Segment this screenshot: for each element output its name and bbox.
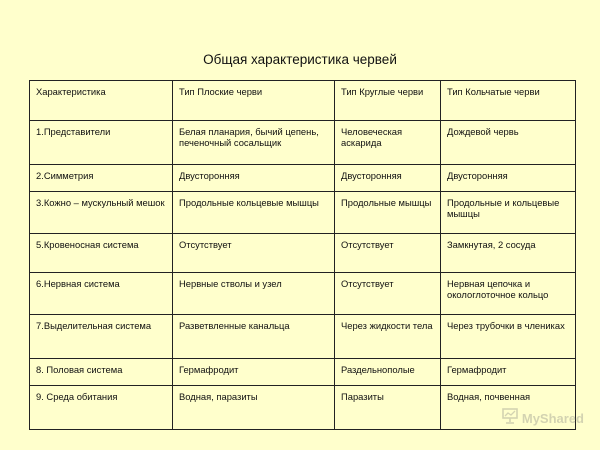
characteristics-table bbox=[29, 80, 576, 430]
table-row bbox=[30, 192, 576, 234]
watermark bbox=[501, 408, 584, 429]
table-cell: Двусторонняя bbox=[335, 165, 441, 192]
table-cell: Двусторонняя bbox=[173, 165, 335, 192]
table-cell: Через жидкости тела bbox=[335, 315, 441, 359]
table-cell: Через трубочки в члениках bbox=[441, 315, 576, 359]
row-label: 2.Симметрия bbox=[30, 165, 173, 192]
table-cell: Водная, паразиты bbox=[173, 386, 335, 430]
row-label: 9. Среда обитания bbox=[30, 386, 173, 430]
table-cell: Гермафродит bbox=[173, 359, 335, 386]
table-cell: Отсутствует bbox=[335, 273, 441, 315]
table-cell: Паразиты bbox=[335, 386, 441, 430]
table-row bbox=[30, 121, 576, 165]
presentation-board-icon bbox=[501, 408, 519, 429]
table-cell: Гермафродит bbox=[441, 359, 576, 386]
table-row bbox=[30, 315, 576, 359]
table-row bbox=[30, 386, 576, 430]
row-label: 1.Представители bbox=[30, 121, 173, 165]
table-row bbox=[30, 359, 576, 386]
row-label: 7.Выделительная система bbox=[30, 315, 173, 359]
table-cell: Водная, почвенная bbox=[441, 386, 576, 430]
table-cell: Отсутствует bbox=[173, 234, 335, 273]
table-cell: Продольные и кольцевые мышцы bbox=[441, 192, 576, 234]
header-cell-characteristic: Характеристика bbox=[30, 81, 173, 121]
table-cell: Двусторонняя bbox=[441, 165, 576, 192]
header-cell-roundworms: Тип Круглые черви bbox=[335, 81, 441, 121]
characteristics-table-container bbox=[29, 80, 575, 429]
table-cell: Человеческая аскарида bbox=[335, 121, 441, 165]
table-row bbox=[30, 234, 576, 273]
table-cell: Нервная цепочка и окологлоточное кольцо bbox=[441, 273, 576, 315]
table-cell: Раздельнополые bbox=[335, 359, 441, 386]
table-cell: Нервные стволы и узел bbox=[173, 273, 335, 315]
table-cell: Отсутствует bbox=[335, 234, 441, 273]
table-row bbox=[30, 165, 576, 192]
table-cell: Дождевой червь bbox=[441, 121, 576, 165]
row-label: 8. Половая система bbox=[30, 359, 173, 386]
header-cell-flatworms: Тип Плоские черви bbox=[173, 81, 335, 121]
table-cell: Продольные кольцевые мышцы bbox=[173, 192, 335, 234]
watermark-text: MyShared bbox=[521, 410, 584, 426]
header-cell-annelids: Тип Кольчатые черви bbox=[441, 81, 576, 121]
table-cell: Замкнутая, 2 сосуда bbox=[441, 234, 576, 273]
table-header-row bbox=[30, 81, 576, 121]
table-cell: Разветвленные канальца bbox=[173, 315, 335, 359]
row-label: 6.Нервная система bbox=[30, 273, 173, 315]
row-label: 3.Кожно – мускульный мешок bbox=[30, 192, 173, 234]
table-cell: Продольные мышцы bbox=[335, 192, 441, 234]
page-title: Общая характеристика червей bbox=[203, 52, 397, 67]
table-cell: Белая планария, бычий цепень, печеночный сосальщик bbox=[173, 121, 335, 165]
table-row bbox=[30, 273, 576, 315]
row-label: 5.Кровеносная система bbox=[30, 234, 173, 273]
